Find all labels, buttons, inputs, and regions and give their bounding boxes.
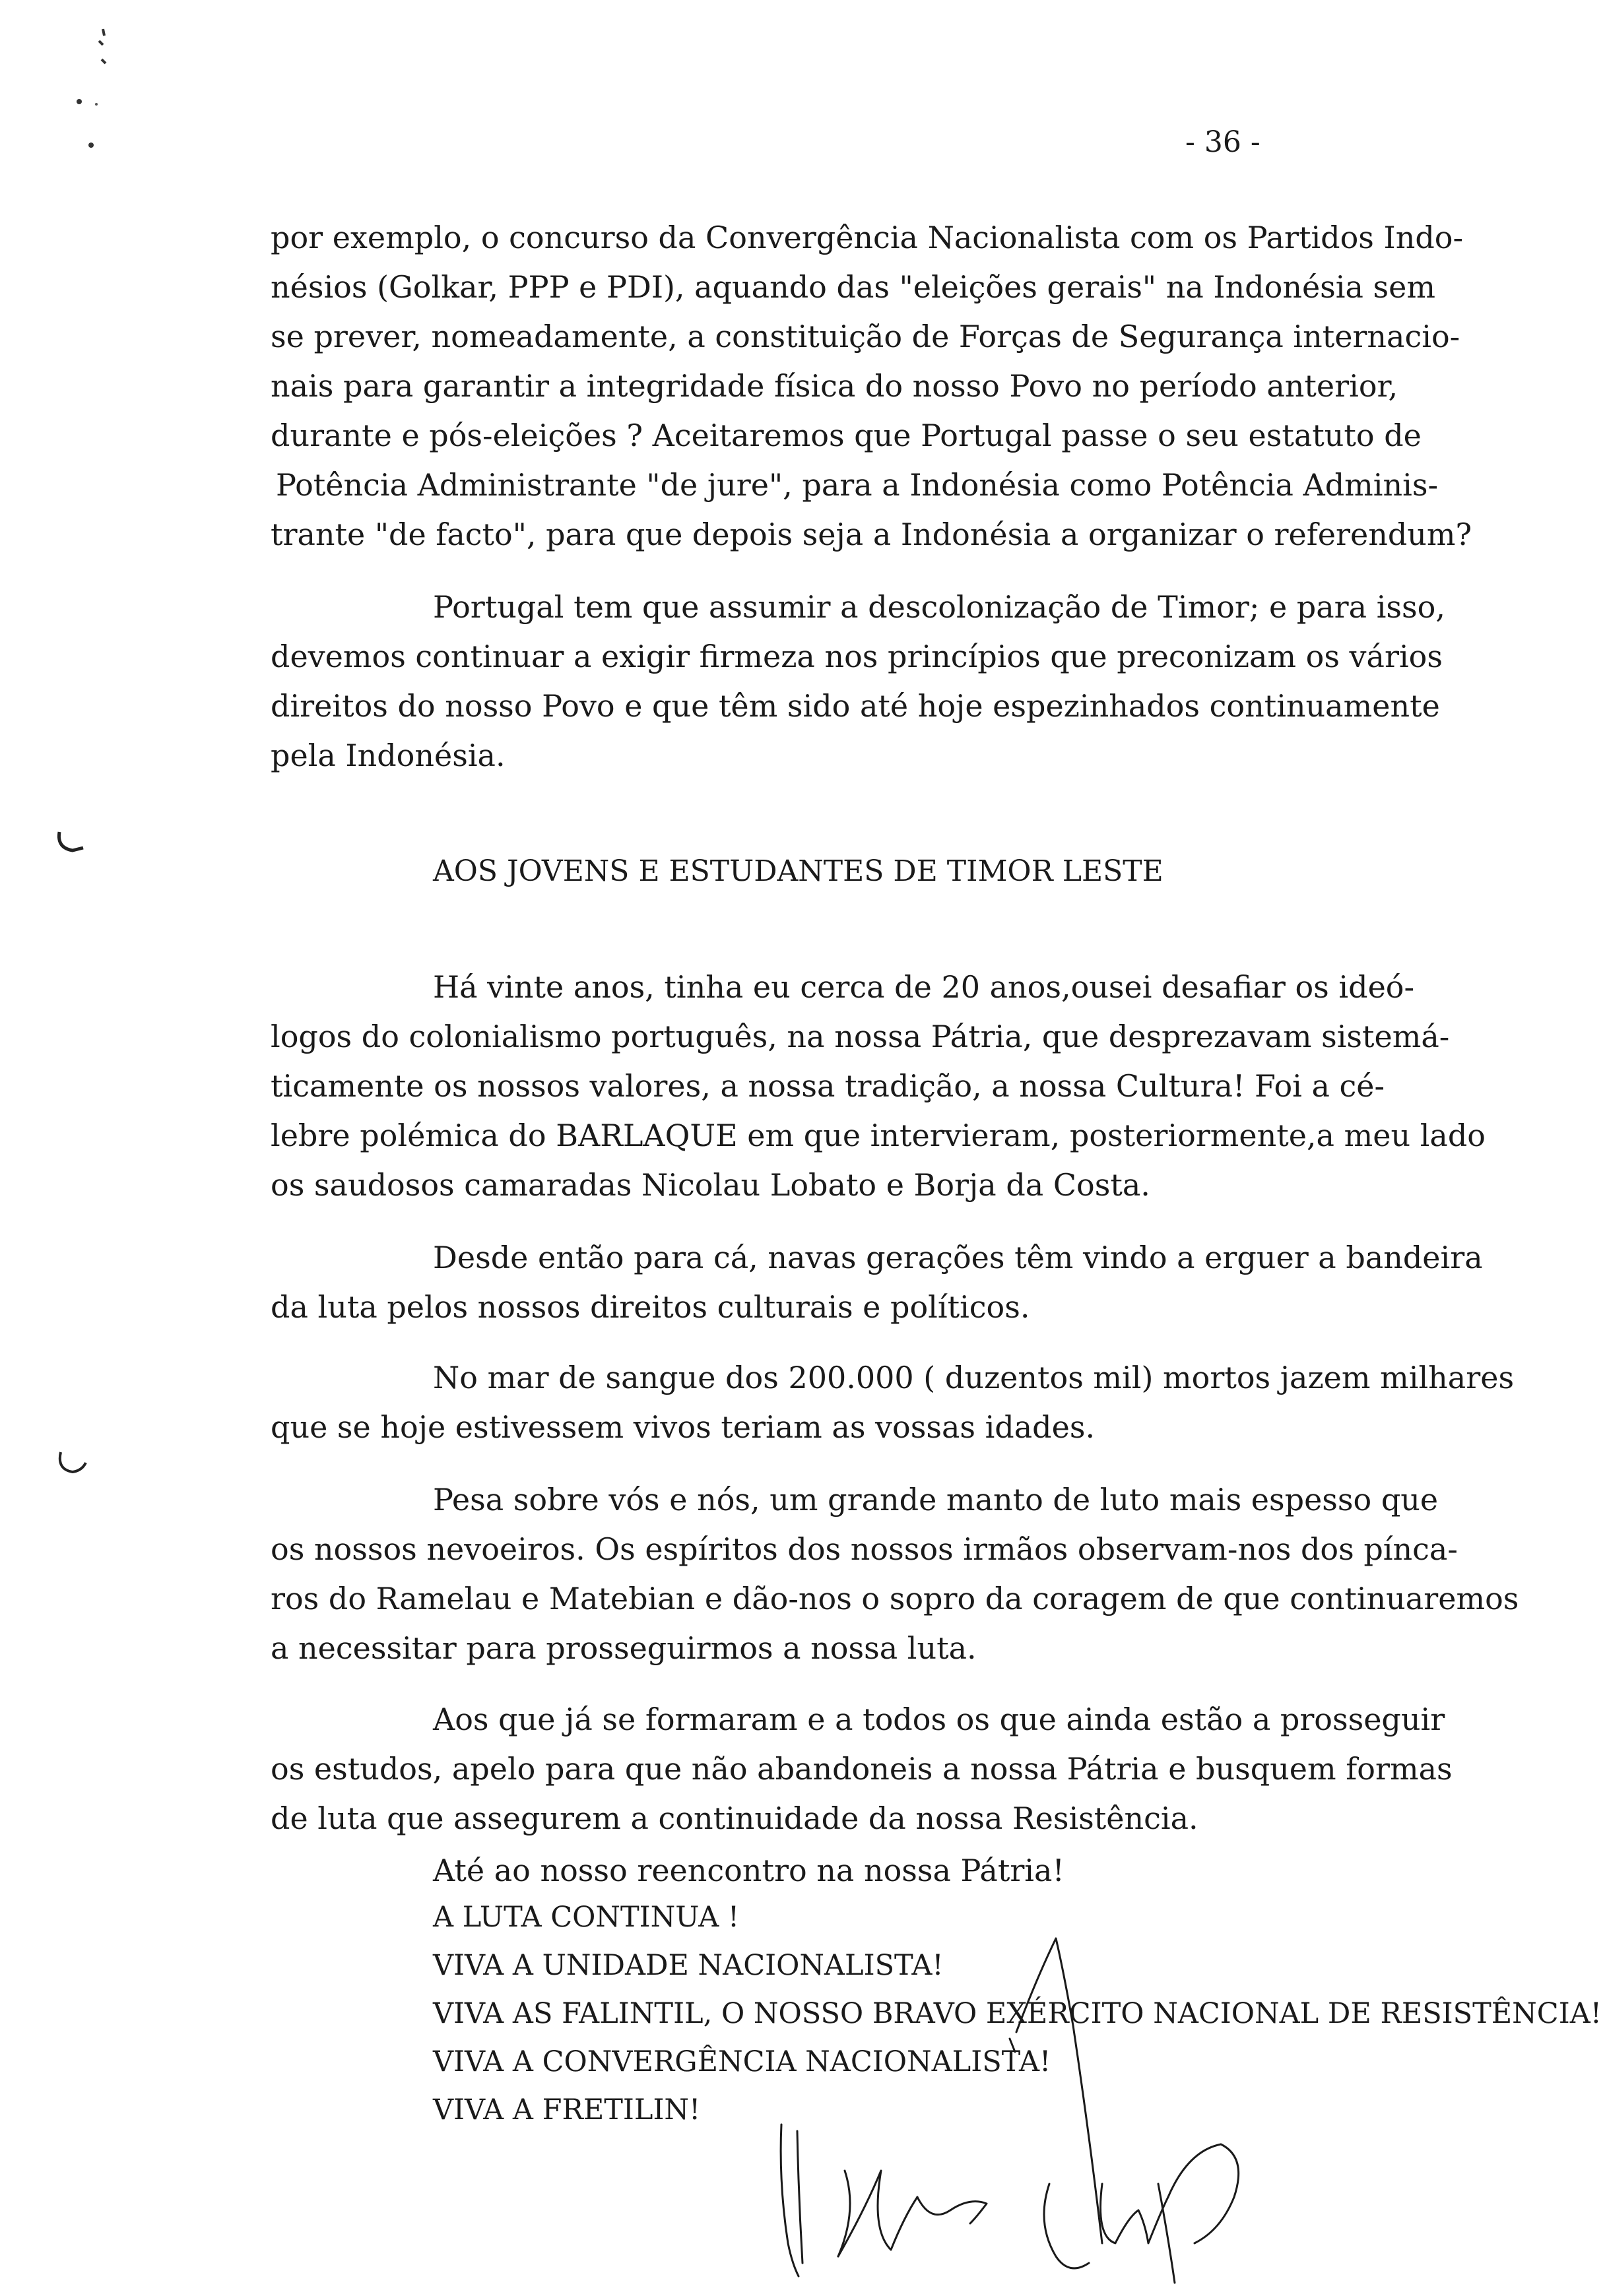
text-line: de luta que assegurem a continuidade da nossa Resistência. xyxy=(271,1801,1198,1836)
text-line: Potência Administrante "de jure", para a Indonésia como Potência Adminis- xyxy=(276,467,1439,503)
closing-line: VIVA A UNIDADE NACIONALISTA! xyxy=(433,1949,944,1982)
text-line: nésios (Golkar, PPP e PDI), aquando das "eleições gerais" na Indonésia sem xyxy=(271,269,1435,305)
text-line: Portugal tem que assumir a descolonização de Timor; e para isso, xyxy=(433,589,1445,625)
text-line: os estudos, apelo para que não abandoneis a nossa Pátria e busquem formas xyxy=(271,1751,1453,1787)
text-line: pela Indonésia. xyxy=(271,738,506,773)
closing-line: Até ao nosso reencontro na nossa Pátria! xyxy=(433,1853,1065,1888)
text-line: Há vinte anos, tinha eu cerca de 20 anos,ousei desafiar os ideó- xyxy=(433,969,1415,1005)
closing-line: VIVA A CONVERGÊNCIA NACIONALISTA! xyxy=(433,2045,1051,2078)
text-line: devemos continuar a exigir firmeza nos princípios que preconizam os vários xyxy=(271,639,1443,674)
text-line: os nossos nevoeiros. Os espíritos dos nossos irmãos observam-nos dos pínca- xyxy=(271,1531,1458,1567)
text-line: que se hoje estivessem vivos teriam as vossas idades. xyxy=(271,1409,1096,1445)
closing-line: VIVA A FRETILIN! xyxy=(433,2093,701,2126)
text-line: se prever, nomeadamente, a constituição de Forças de Segurança internacio- xyxy=(271,319,1460,354)
text-line: durante e pós-eleições ? Aceitaremos que Portugal passe o seu estatuto de xyxy=(271,418,1422,453)
closing-line: VIVA AS FALINTIL, O NOSSO BRAVO EXÉRCITO NACIONAL DE RESISTÊNCIA! xyxy=(433,1997,1602,2030)
text-line: lebre polémica do BARLAQUE em que intervieram, posteriormente,a meu lado xyxy=(271,1118,1486,1153)
text-line: os saudosos camaradas Nicolau Lobato e Borja da Costa. xyxy=(271,1167,1150,1203)
text-line: por exemplo, o concurso da Convergência Nacionalista com os Partidos Indo- xyxy=(271,220,1464,255)
page-number: - 36 - xyxy=(1185,125,1261,159)
text-line: da luta pelos nossos direitos culturais e políticos. xyxy=(271,1289,1030,1325)
text-line: direitos do nosso Povo e que têm sido até hoje espezinhados continuamente xyxy=(271,688,1440,724)
handwritten-signature xyxy=(759,1933,1287,2289)
margin-mark-1 xyxy=(53,828,92,861)
text-line: Aos que já se formaram e a todos os que ainda estão a prosseguir xyxy=(433,1702,1445,1737)
margin-mark-2 xyxy=(53,1448,92,1481)
text-line: No mar de sangue dos 200.000 ( duzentos mil) mortos jazem milhares xyxy=(433,1360,1515,1395)
section-heading: AOS JOVENS E ESTUDANTES DE TIMOR LESTE xyxy=(433,854,1163,888)
text-line: trante "de facto", para que depois seja a Indonésia a organizar o referendum? xyxy=(271,517,1472,552)
text-line: logos do colonialismo português, na nossa Pátria, que desprezavam sistemá- xyxy=(271,1019,1450,1054)
scan-specks xyxy=(40,20,132,165)
text-line: nais para garantir a integridade física do nosso Povo no período anterior, xyxy=(271,368,1398,404)
text-line: Desde então para cá, navas gerações têm vindo a erguer a bandeira xyxy=(433,1240,1483,1275)
text-line: Pesa sobre vós e nós, um grande manto de luto mais espesso que xyxy=(433,1482,1439,1517)
text-line: a necessitar para prosseguirmos a nossa luta. xyxy=(271,1630,977,1666)
closing-line: A LUTA CONTINUA ! xyxy=(433,1901,740,1934)
text-line: ros do Ramelau e Matebian e dão-nos o sopro da coragem de que continuaremos xyxy=(271,1581,1519,1616)
text-line: ticamente os nossos valores, a nossa tradição, a nossa Cultura! Foi a cé- xyxy=(271,1068,1385,1104)
